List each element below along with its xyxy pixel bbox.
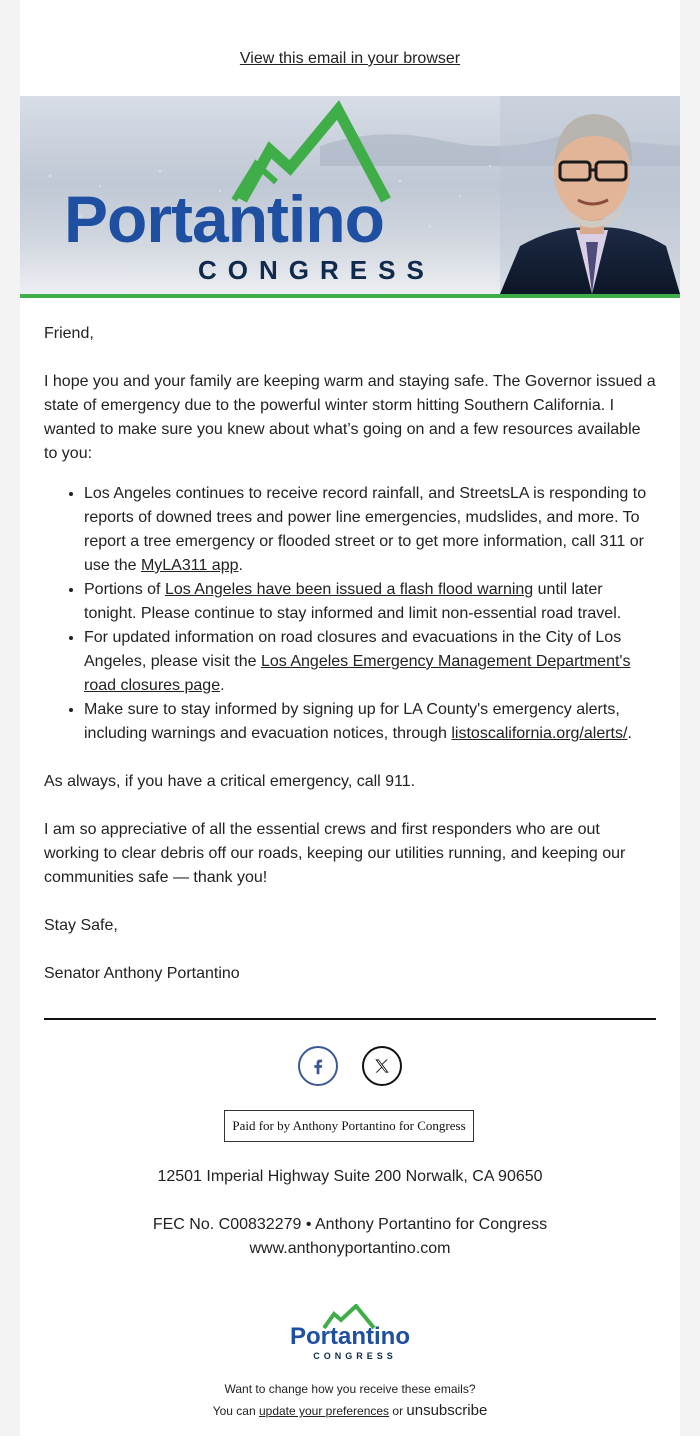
header-banner bbox=[20, 96, 680, 294]
facebook-icon[interactable] bbox=[298, 1046, 338, 1086]
road-closures-link[interactable]: Los Angeles Emergency Management Department's road closures page bbox=[84, 653, 631, 694]
listos-alerts-link[interactable]: listoscalifornia.org/alerts/ bbox=[451, 725, 628, 742]
mailing-address: 12501 Imperial Highway Suite 200 Norwalk, CA 90650 bbox=[157, 1168, 543, 1185]
website[interactable]: www.anthonyportantino.com bbox=[249, 1240, 451, 1257]
footer-divider bbox=[44, 1018, 656, 1020]
update-preferences-link[interactable]: update your preferences bbox=[258, 1404, 390, 1418]
banner-green-rule bbox=[20, 294, 680, 298]
x-icon[interactable] bbox=[362, 1046, 402, 1086]
signature: Senator Anthony Portantino bbox=[44, 965, 240, 982]
intro-paragraph: I hope you and your family are keeping warm and staying safe. The Governor issued a state of emergency due to the powerful winter storm hitting Southern California. I wanted to make sure you knew about what’s going on and a few resources available to you: bbox=[44, 373, 656, 462]
appreciation-paragraph: I am so appreciative of all the essential crews and first responders who are out working to clear debris off our roads, keeping our utilities running, and keeping our communities safe — thank you! bbox=[44, 821, 626, 886]
list-item: • Portions of Los Angeles have been issued a flash flood warning until later tonight. Please continue to stay informed and limit non-essential road travel. bbox=[84, 578, 656, 626]
candidate-portrait bbox=[500, 96, 680, 294]
unsubscribe-link[interactable]: unsubscribe bbox=[406, 1402, 488, 1419]
preferences-line: You can update your preferences or unsubscribe bbox=[212, 1402, 488, 1419]
view-in-browser-link[interactable]: View this email in your browser bbox=[239, 50, 461, 67]
change-prompt: Want to change how you receive these emails? bbox=[224, 1382, 476, 1396]
banner-logo-word: Portantino bbox=[64, 182, 384, 256]
flash-flood-warning-link[interactable]: Los Angeles have been issued a flash flood warning bbox=[164, 581, 534, 598]
greeting: Friend, bbox=[44, 325, 94, 342]
fec-line: FEC No. C00832279 • Anthony Portantino for Congress bbox=[152, 1216, 548, 1233]
footer-logo bbox=[278, 1304, 422, 1366]
email-container bbox=[20, 0, 680, 1436]
footer-logo-sub: CONGRESS bbox=[313, 1351, 397, 1361]
list-item: • For updated information on road closures and evacuations in the City of Los Angeles, please visit the Los Angeles Emergency Management Department's road closures page. bbox=[84, 626, 656, 698]
emergency-paragraph: As always, if you have a critical emergency, call 911. bbox=[44, 773, 416, 790]
banner-logo-sub: CONGRESS bbox=[198, 255, 435, 285]
footer-logo-word: Portantino bbox=[290, 1323, 410, 1350]
signoff: Stay Safe, bbox=[44, 917, 118, 934]
myla311-link[interactable]: MyLA311 app bbox=[140, 557, 239, 574]
list-item: • Make sure to stay informed by signing up for LA County's emergency alerts, including warnings and evacuation notices, through listoscalifornia.org/alerts/. bbox=[84, 698, 656, 746]
paid-for-disclaimer: Paid for by Anthony Portantino for Congress bbox=[224, 1110, 474, 1142]
resource-list bbox=[44, 482, 656, 746]
list-item: • Los Angeles continues to receive record rainfall, and StreetsLA is responding to reports of downed trees and power line emergencies, mudslides, and more. To report a tree emergency or flooded street or to get more information, call 311 or use the MyLA311 app. bbox=[84, 482, 656, 578]
